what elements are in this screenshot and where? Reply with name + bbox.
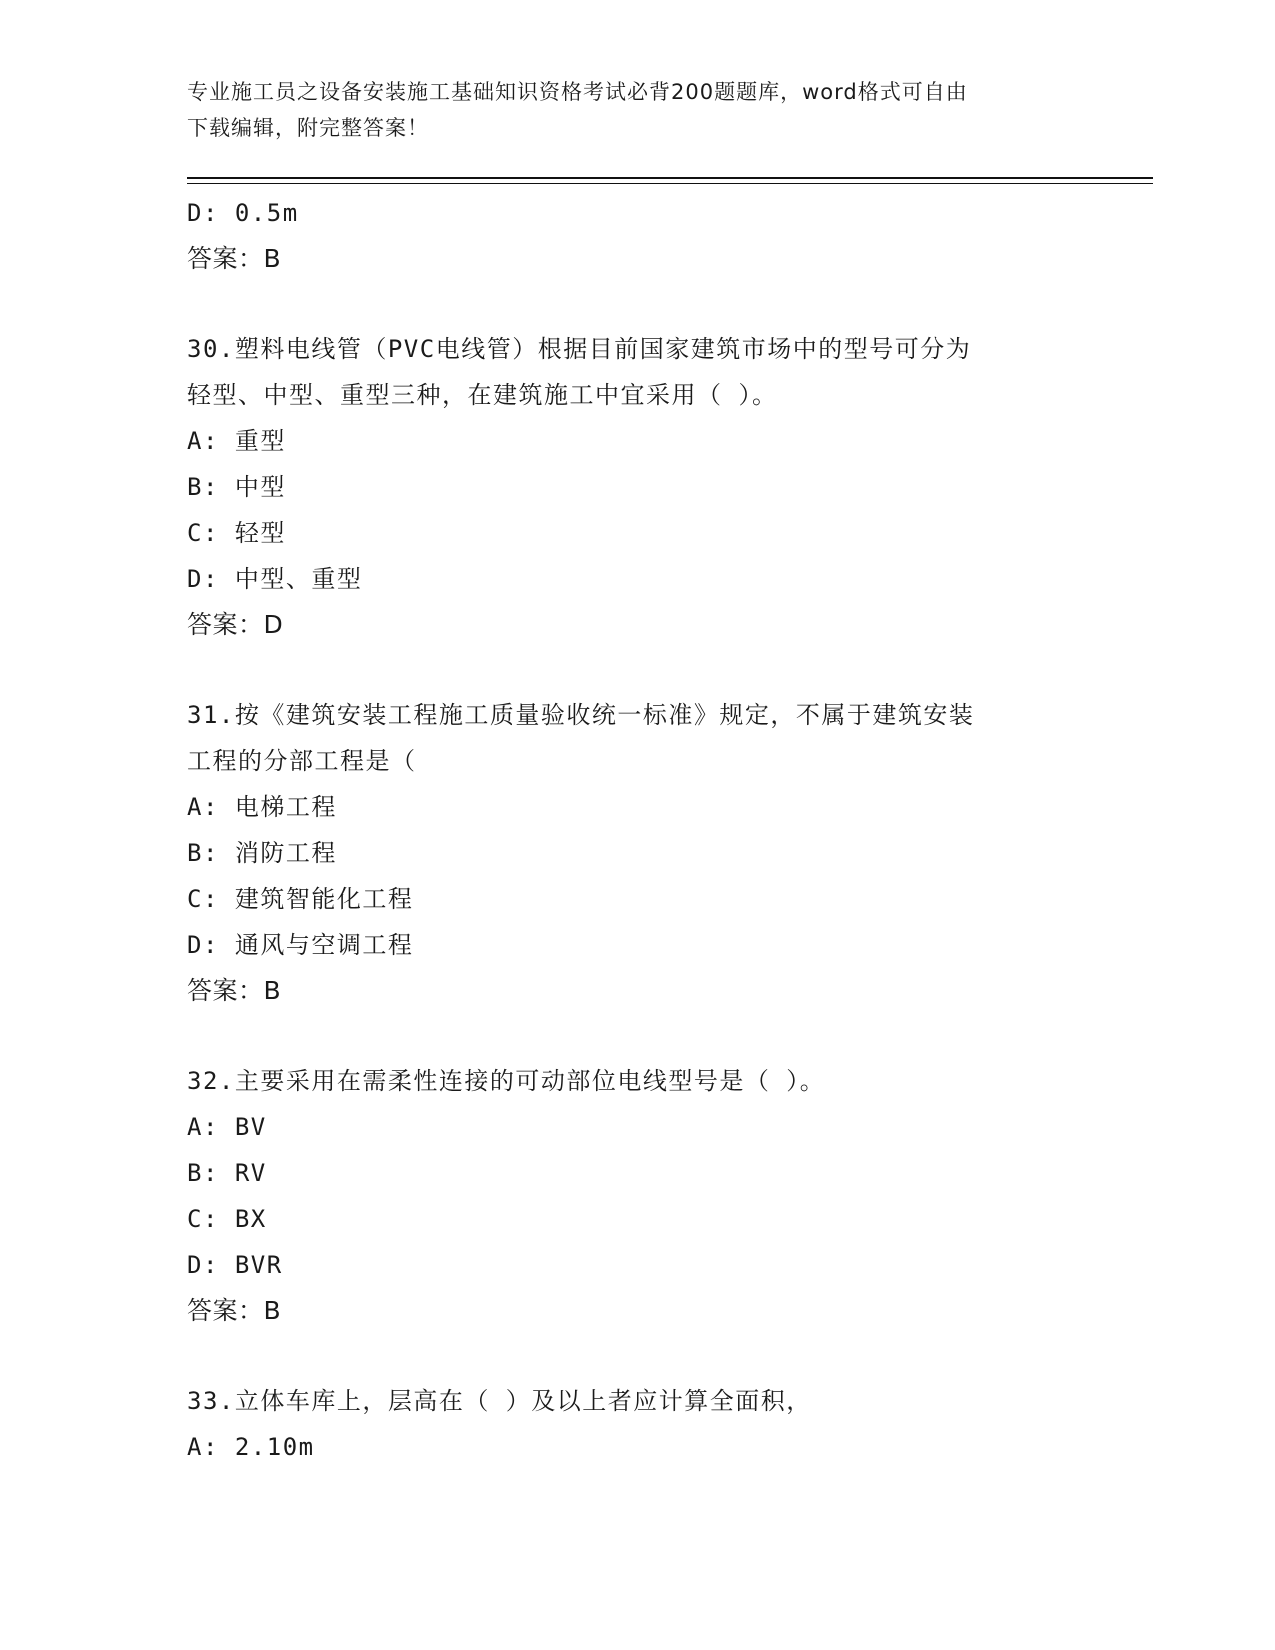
- question-31: [187, 692, 1087, 1014]
- question-stem-line1: 30.塑料电线管（PVC电线管）根据目前国家建筑市场中的型号可分为: [187, 335, 972, 363]
- question-stem-line1: 32.主要采用在需柔性连接的可动部位电线型号是（ ）。: [187, 1067, 826, 1095]
- option-a: A: BV: [187, 1113, 267, 1141]
- option-d: D: 中型、重型: [187, 565, 363, 593]
- option-d: D: 0.5m: [187, 199, 299, 227]
- option-c: C: BX: [187, 1205, 267, 1233]
- option-a: A: 2.10m: [187, 1433, 315, 1461]
- option-b: B: 消防工程: [187, 839, 337, 867]
- option-d: D: 通风与空调工程: [187, 931, 414, 959]
- header-rule-thin: [187, 183, 1153, 184]
- option-d: D: BVR: [187, 1251, 283, 1279]
- answer: 答案：D: [187, 610, 284, 639]
- option-a: A: 电梯工程: [187, 793, 337, 821]
- question-33: [187, 1378, 1087, 1470]
- option-b: B: 中型: [187, 473, 286, 501]
- answer: 答案：B: [187, 1296, 282, 1325]
- option-c: C: 轻型: [187, 519, 286, 547]
- question-stem-line1: 31.按《建筑安装工程施工质量验收统一标准》规定，不属于建筑安装: [187, 701, 975, 729]
- document-header: [187, 74, 1067, 146]
- question-stem-line2: 工程的分部工程是（: [187, 747, 417, 775]
- option-c: C: 建筑智能化工程: [187, 885, 414, 913]
- option-a: A: 重型: [187, 427, 286, 455]
- question-30: [187, 326, 1087, 648]
- question-32: [187, 1058, 1087, 1334]
- header-title-line2: 下载编辑，附完整答案！: [187, 116, 429, 140]
- question-stem-line1: 33.立体车库上，层高在（ ）及以上者应计算全面积，: [187, 1387, 812, 1415]
- answer: 答案：B: [187, 244, 282, 273]
- question-stem-line2: 轻型、中型、重型三种，在建筑施工中宜采用（ ）。: [187, 381, 778, 409]
- question-previous: [187, 190, 1087, 282]
- question-list: [187, 190, 1087, 1470]
- header-rule-thick: [187, 177, 1153, 179]
- answer: 答案：B: [187, 976, 282, 1005]
- option-b: B: RV: [187, 1159, 267, 1187]
- header-title-line1: 专业施工员之设备安装施工基础知识资格考试必背200题题库，word格式可自由: [187, 80, 968, 104]
